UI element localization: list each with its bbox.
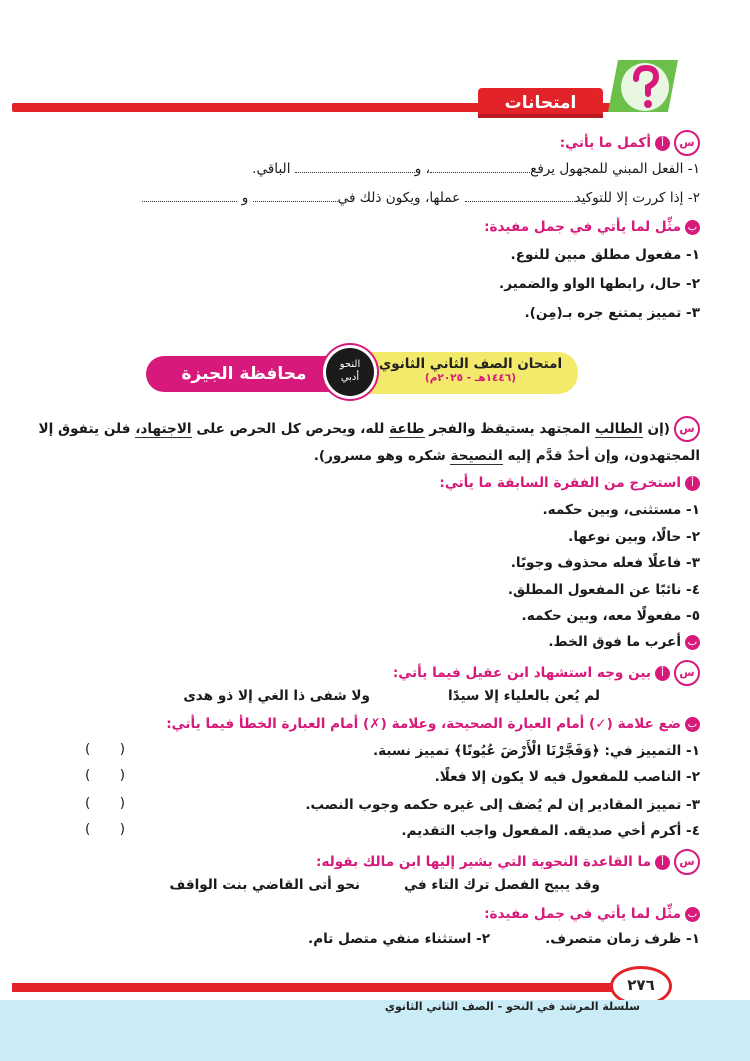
verse-right: وقد يبيح الفصل ترك التاء في — [404, 877, 600, 893]
q1-a-heading — [439, 473, 700, 493]
answer-parens[interactable] — [85, 767, 125, 783]
series-title: سلسلة المرشد في النحو - الصف الثاني الثانوي — [384, 1000, 640, 1013]
underlined-word: الطالب — [595, 421, 643, 437]
q2-b-title: ضع علامة (✓) أمام العبارة الصحيحة، وعلامة (✗) أمام العبارة الخطأ فيما يأتي: — [166, 716, 681, 732]
blank[interactable] — [465, 201, 575, 202]
part-badge: أ — [655, 666, 670, 681]
q2-a-title: بين وجه استشهاد ابن عقيل فيما يأتي: — [392, 665, 651, 681]
part-badge: ب — [685, 220, 700, 235]
blank[interactable] — [142, 201, 237, 202]
s1-b-title: مثِّل لما يأتي في جمل مفيدة: — [484, 219, 681, 235]
s1-b3: ٣- تمييز يمتنع جره بـ(مِن). — [524, 305, 700, 321]
header-title: امتحانات — [504, 93, 577, 113]
underlined-word: طاعة — [389, 421, 425, 437]
q1-item: ٣- فاعلًا فعله محذوف وجوبًا. — [510, 555, 700, 571]
paren: ( — [85, 821, 91, 837]
s1-line-1 — [252, 159, 700, 179]
paren: ( — [85, 795, 91, 811]
question-badge: س — [674, 416, 700, 442]
q3-b-title: مثِّل لما يأتي في جمل مفيدة: — [484, 906, 681, 922]
governorate-tag — [146, 356, 342, 392]
branch: النحو — [339, 359, 361, 370]
paragraph-line-2 — [314, 446, 700, 466]
answer-parens[interactable] — [85, 741, 125, 757]
blank[interactable] — [295, 172, 415, 173]
branch-circle — [326, 348, 374, 396]
q3-item-2: ٢- استثناء منفي متصل تام. — [308, 931, 490, 947]
q3-a-title: ما القاعدة النحوية التي يشير إليها ابن مالك بقوله: — [315, 854, 651, 870]
part-badge: أ — [655, 136, 670, 151]
part-badge: ب — [685, 907, 700, 922]
governorate: محافظة الجيزة — [181, 364, 307, 384]
text: الباقي. — [252, 161, 291, 177]
text: ٢- إذا كررت إلا للتوكيد — [574, 190, 700, 206]
s1-a-title: أكمل ما يأتي: — [559, 135, 651, 151]
branch: أدبي — [340, 372, 360, 383]
question-badge: س — [674, 130, 700, 156]
verse-left: ولا شفى ذا الغي إلا ذو هدى — [183, 688, 370, 704]
text: المجتهد يستيقظ والفجر — [429, 421, 591, 437]
q1-item: ٤- نائبًا عن المفعول المطلق. — [507, 582, 700, 598]
s1-line-2 — [142, 188, 700, 208]
s1-b1: ١- مفعول مطلق مبين للنوع. — [510, 247, 700, 263]
paren: ( — [85, 767, 91, 783]
exam-title: امتحان الصف الثاني الثانوي — [378, 356, 563, 372]
q3-item-1: ١- ظرف زمان متصرف. — [545, 931, 700, 947]
text: شكره وهو مسرور). — [313, 448, 446, 464]
text: فلن يتفوق إلا — [38, 421, 131, 437]
paren: ) — [119, 767, 125, 783]
q1-b-title: أعرب ما فوق الخط. — [548, 634, 681, 650]
text: و — [241, 190, 249, 206]
q1-b-heading — [548, 632, 700, 652]
footer — [0, 1000, 750, 1061]
s1-b-heading — [484, 217, 700, 237]
blank[interactable] — [253, 201, 338, 202]
s1-b2: ٢- حال، رابطها الواو والضمير. — [499, 276, 700, 292]
paren: ) — [119, 821, 125, 837]
header-tab — [478, 88, 603, 118]
q2-b-heading — [166, 714, 700, 734]
q1-a-title: استخرج من الفقرة السابقة ما يأتي: — [439, 475, 681, 491]
q3-a-heading — [316, 849, 700, 875]
part-badge: ب — [685, 635, 700, 650]
text: ١- الفعل المبني للمجهول يرفع — [530, 161, 700, 177]
q2-item: ١- التمييز في: ﴿وَفَجَّرْنَا الْأَرْضَ عُيُونًا﴾ تمييز نسبة. — [372, 743, 700, 759]
answer-parens[interactable] — [85, 821, 125, 837]
paragraph-line-1 — [38, 416, 700, 442]
q1-item: ٢- حالًا، وبين نوعها. — [568, 529, 700, 545]
question-mark-logo-icon — [598, 52, 680, 122]
question-badge: س — [674, 849, 700, 875]
part-badge: ب — [685, 717, 700, 732]
answer-parens[interactable] — [85, 795, 125, 811]
blank[interactable] — [430, 172, 530, 173]
exam-banner — [363, 352, 578, 394]
paren: ) — [119, 795, 125, 811]
q2-item: ٤- أكرم أخي صديقه. المفعول واجب التقديم. — [401, 823, 700, 839]
text: ، و — [414, 161, 431, 177]
paren: ) — [119, 741, 125, 757]
q1-item: ١- مستثنى، وبين حكمه. — [542, 502, 700, 518]
text: المجتهدون، وإن أحدٌ قدَّم إليه — [507, 448, 700, 464]
footer-bar — [12, 983, 612, 992]
text: عملها، ويكون ذلك في — [337, 190, 461, 206]
verse-left: نحو أتى القاضي بنت الواقف — [169, 877, 360, 893]
part-badge: أ — [655, 855, 670, 870]
page-number: ٢٧٦ — [610, 966, 672, 1006]
text: لله، ويحرص كل الحرص على — [196, 421, 385, 437]
underlined-word: النصيحة — [450, 448, 503, 464]
underlined-word: الاجتهاد، — [135, 421, 192, 437]
part-badge: أ — [685, 476, 700, 491]
q1-item: ٥- مفعولًا معه، وبين حكمه. — [521, 608, 700, 624]
q3-b-heading — [484, 904, 700, 924]
q2-item: ٢- الناصب للمفعول فيه لا يكون إلا فعلًا. — [434, 769, 700, 785]
paren: ( — [85, 741, 91, 757]
exam-year: (١٤٤٦هـ - ٢٠٢٥م) — [424, 372, 517, 384]
s1-a-heading — [560, 130, 700, 156]
q2-item: ٣- تمييز المقادير إن لم يُضف إلى غيره حكمه وجوب النصب. — [305, 797, 700, 813]
text: (إن — [647, 421, 670, 437]
question-badge: س — [674, 660, 700, 686]
verse-right: لم يُعن بالعلياء إلا سيدًا — [447, 688, 600, 704]
q2-a-heading — [393, 660, 700, 686]
